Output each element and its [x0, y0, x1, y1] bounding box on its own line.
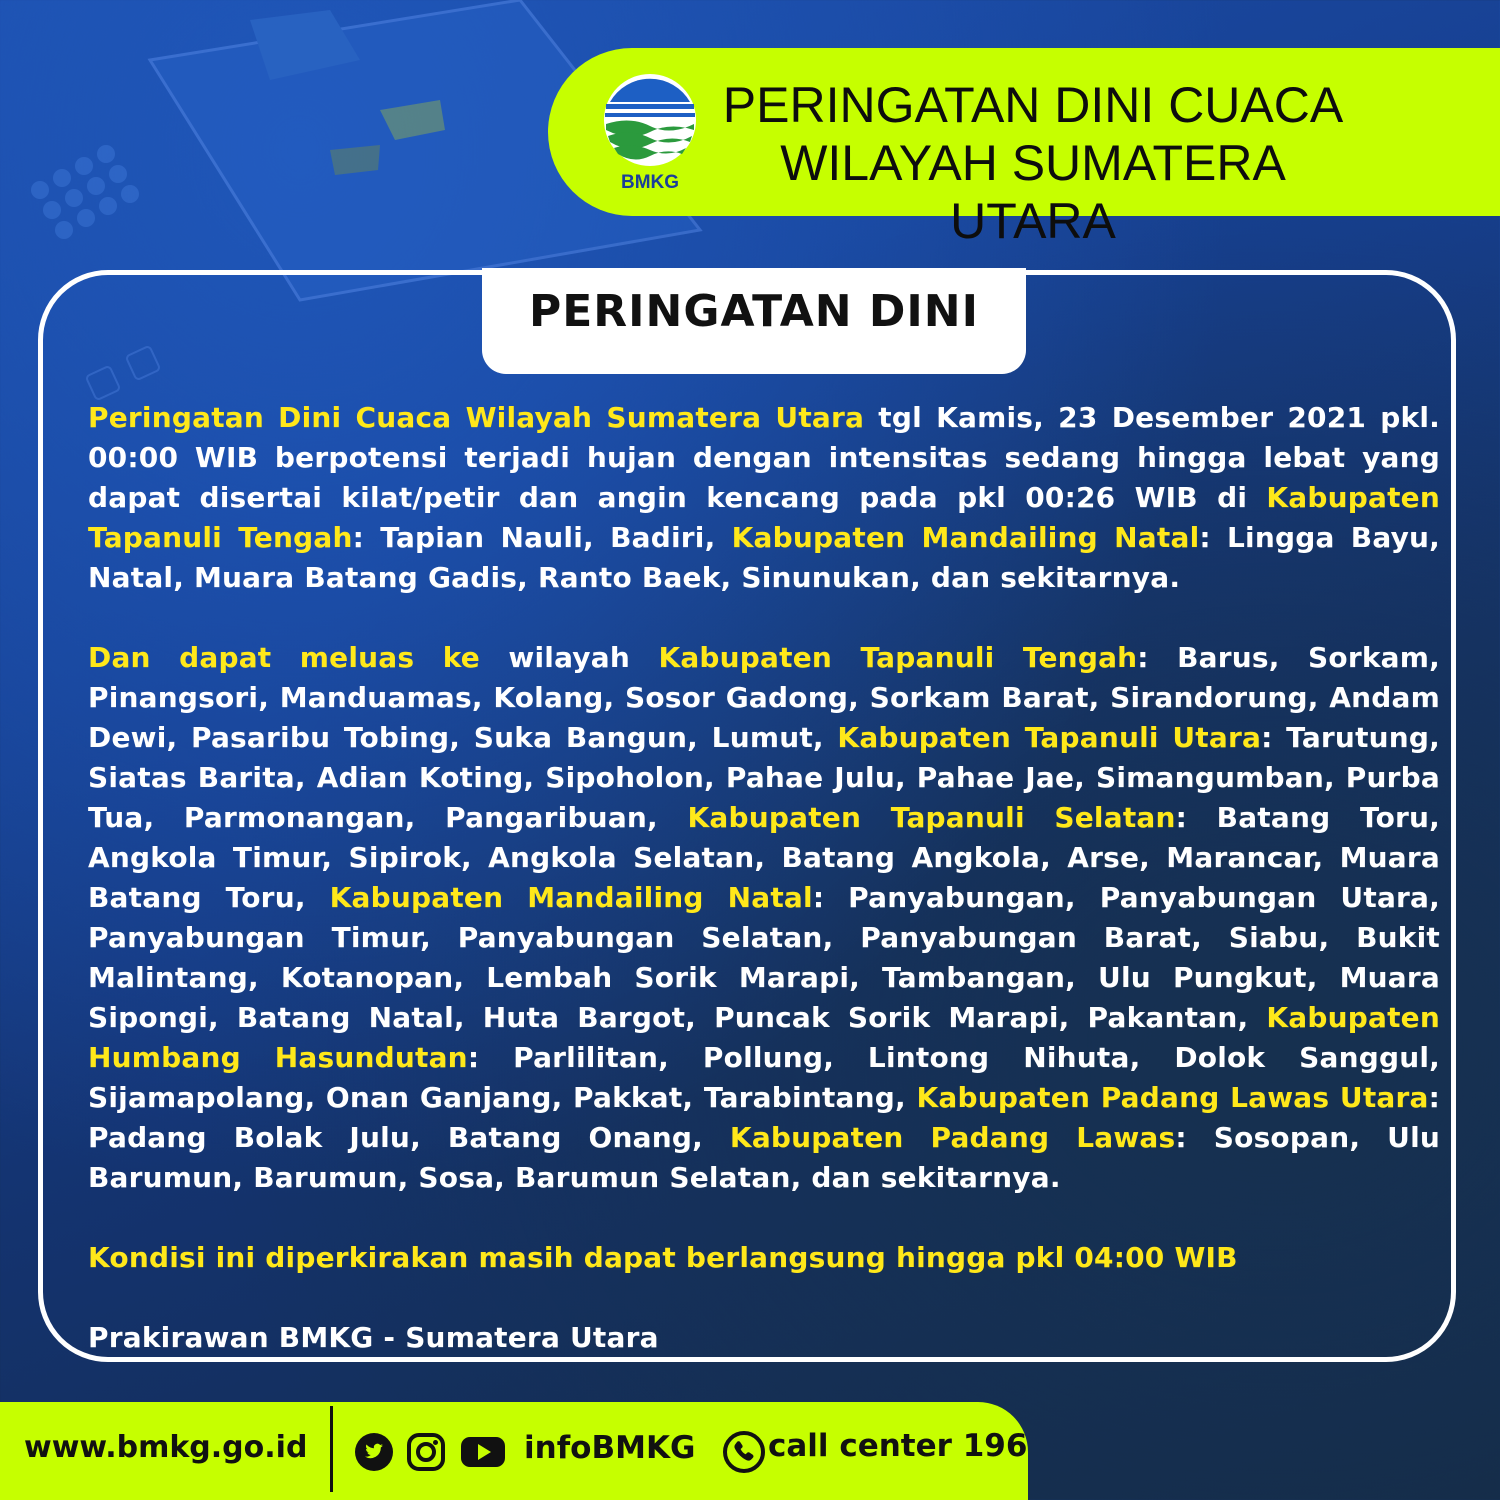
body-span: : Barus, Sorkam, Pinangsori, Manduamas, Kolang, Sosor Gadong, Sorkam Barat, Sirandorung, Andam Dewi, Pasaribu Tobing, Suka Bangun, Lumut,	[88, 641, 1440, 754]
card-title: PERINGATAN DINI	[528, 286, 979, 337]
body-span: : Sosopan, Ulu Barumun, Barumun, Sosa, Barumun Selatan, dan sekitarnya.	[88, 1121, 1441, 1194]
instagram-icon[interactable]	[406, 1432, 446, 1472]
highlight-text: Kabupaten Tapanuli Tengah	[658, 641, 1138, 674]
footer-divider	[330, 1406, 333, 1492]
highlight-text: Peringatan Dini Cuaca Wilayah Sumatera Utara	[88, 401, 865, 434]
footer-bar	[0, 1402, 1028, 1500]
body-span: tgl Kamis, 23 Desember 2021 pkl. 00:00 WIB berpotensi terjadi hujan dengan intensitas sedang hingga lebat yang dapat disertai kilat/petir dan angin kencang pada pkl 00:26 WIB di	[88, 401, 1440, 514]
body-span: : Batang Toru, Angkola Timur, Sipirok, Angkola Selatan, Batang Angkola, Arse, Marancar, Muara Batang Toru,	[88, 801, 1440, 914]
logo-text: BMKG	[620, 172, 680, 193]
call-center[interactable]: call center 196	[768, 1428, 1028, 1464]
header-title	[708, 76, 1358, 250]
highlight-text: Kabupaten Humbang Hasundutan	[88, 1001, 1440, 1074]
header-title-line2: WILAYAH SUMATERA UTARA	[780, 135, 1286, 249]
body-span: : Panyabungan, Panyabungan Utara, Panyabungan Timur, Panyabungan Selatan, Panyabungan Barat, Siabu, Bukit Malintang, Kotanopan, Lembah Sorik Marapi, Tambangan, Ulu Pungkut, Muara Sipongi, Batang Natal, Huta Bargot, Puncak Sorik Marapi, Pakantan,	[88, 881, 1440, 1034]
bmkg-logo-icon	[600, 72, 700, 172]
highlight-text: Kabupaten Padang Lawas Utara	[916, 1081, 1429, 1114]
highlight-text: Kabupaten Mandailing Natal	[329, 881, 813, 914]
body-span: : Parlilitan, Pollung, Lintong Nihuta, Dolok Sanggul, Sijamapolang, Onan Ganjang, Pakkat, Tarabintang,	[88, 1041, 1440, 1114]
website-link[interactable]: www.bmkg.go.id	[24, 1430, 308, 1465]
paragraph-2	[88, 638, 1440, 1198]
highlight-text: Kabupaten Tapanuli Utara	[837, 721, 1262, 754]
signature: Prakirawan BMKG - Sumatera Utara	[88, 1321, 659, 1354]
body-span: : Padang Bolak Julu, Batang Onang,	[88, 1081, 1441, 1154]
highlight-text: Kabupaten Mandailing Natal	[731, 521, 1200, 554]
paragraph-1	[88, 398, 1440, 598]
twitter-icon[interactable]	[354, 1432, 394, 1472]
body-span: : Tarutung, Siatas Barita, Adian Koting, Sipoholon, Pahae Julu, Pahae Jae, Simangumban, Purba Tua, Parmonangan, Pangaribuan,	[88, 721, 1440, 834]
body-span: wilayah	[479, 641, 659, 674]
highlight-text: Kabupaten Tapanuli Tengah	[88, 481, 1440, 554]
highlight-text: Kabupaten Padang Lawas	[729, 1121, 1176, 1154]
header-banner	[548, 48, 1500, 249]
paragraph-3: Kondisi ini diperkirakan masih dapat berlangsung hingga pkl 04:00 WIB	[88, 1241, 1238, 1274]
social-handle[interactable]: infoBMKG	[524, 1430, 696, 1466]
phone-icon	[722, 1430, 766, 1474]
header-title-line1: PERINGATAN DINI CUACA	[722, 77, 1344, 133]
highlight-text: Kabupaten Tapanuli Selatan	[687, 801, 1176, 834]
highlight-text: Dan dapat meluas ke	[88, 641, 480, 674]
youtube-icon[interactable]	[460, 1432, 506, 1472]
body-span: : Tapian Nauli, Badiri,	[352, 521, 732, 554]
warning-body	[88, 398, 1440, 1398]
card-tab	[482, 268, 1026, 374]
bmkg-logo	[600, 72, 700, 192]
body-span: : Lingga Bayu, Natal, Muara Batang Gadis, Ranto Baek, Sinunukan, dan sekitarnya.	[88, 521, 1441, 594]
